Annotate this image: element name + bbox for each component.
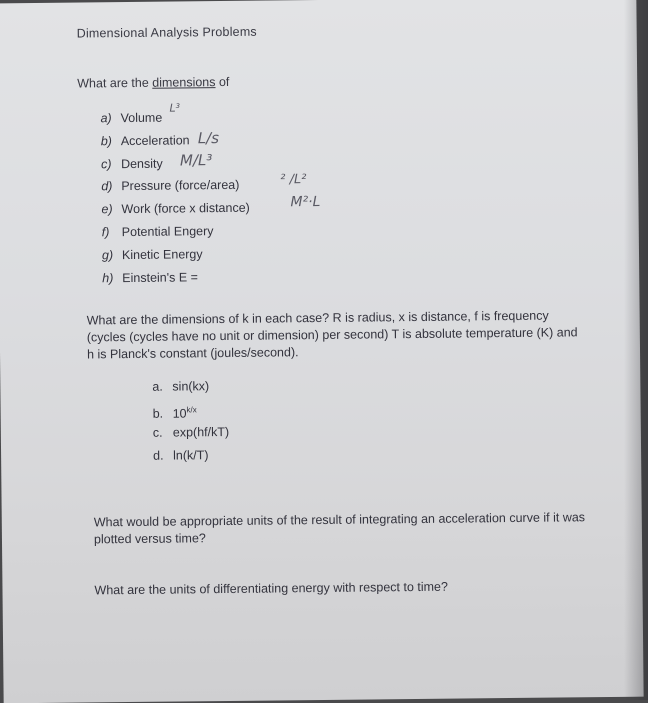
item-text: 10 xyxy=(172,406,187,421)
list-item xyxy=(153,421,230,445)
item-marker: h) xyxy=(102,270,114,285)
item-text: Einstein's E = xyxy=(122,269,199,285)
item-marker: d) xyxy=(101,179,113,194)
item-marker: a. xyxy=(152,379,163,394)
differentiation-question: What are the units of differentiating energy with respect to time? xyxy=(94,579,448,598)
item-marker: b. xyxy=(152,406,164,421)
item-text: sin(kx) xyxy=(172,379,210,394)
handwritten-answer-density: M/L³ xyxy=(179,151,213,170)
handwritten-answer-volume: L³ xyxy=(169,101,181,115)
k-dimensions-paragraph: What are the dimensions of k in each case? R is radius, x is distance, f is frequency (cycles (cycles have no unit or dimension) per second) T is absolute temperature (K) and h is Planck's constant (joules/second). xyxy=(86,308,578,362)
item-marker: e) xyxy=(101,202,113,217)
handwritten-answer-pressure: ² /L² xyxy=(280,172,307,188)
item-marker: d. xyxy=(153,448,164,463)
item-text: Density xyxy=(120,156,163,171)
page-title: Dimensional Analysis Problems xyxy=(76,24,257,41)
item-marker: c) xyxy=(100,156,112,171)
list-item xyxy=(101,151,250,175)
integration-question: What would be appropriate units of the result of integrating an acceleration curve if it was plotted versus time? xyxy=(93,510,586,547)
item-marker: f) xyxy=(101,225,110,240)
item-text: ln(k/T) xyxy=(173,448,209,463)
list-item xyxy=(102,265,251,289)
item-marker: g) xyxy=(101,247,114,263)
item-marker: a) xyxy=(100,111,112,126)
page-edge-shadow xyxy=(624,0,648,700)
dimensions-prompt xyxy=(77,75,229,91)
dimensions-list xyxy=(100,106,250,290)
item-text: Acceleration xyxy=(120,133,190,148)
item-text: Volume xyxy=(120,110,163,126)
item-text: Pressure (force/area) xyxy=(121,178,240,194)
list-item xyxy=(152,375,229,399)
item-exponent: k/x xyxy=(186,405,197,415)
list-item xyxy=(101,174,250,198)
item-text: Work (force x distance) xyxy=(121,200,250,217)
prompt-suffix: of xyxy=(215,74,230,90)
list-item xyxy=(101,197,250,221)
prompt-underlined-word: dimensions xyxy=(152,75,216,90)
list-item xyxy=(102,220,251,244)
list-item xyxy=(102,243,251,267)
handwritten-answer-acceleration: L/s xyxy=(197,129,220,148)
handwritten-answer-work: M²·L xyxy=(290,193,321,211)
prompt-prefix: What are the xyxy=(77,75,153,91)
item-text: exp(hf/kT) xyxy=(172,424,230,440)
k-cases-list xyxy=(152,375,229,468)
item-marker: c. xyxy=(152,425,163,440)
list-item xyxy=(101,129,250,153)
item-marker: b) xyxy=(100,133,112,149)
item-text: Potential Engery xyxy=(121,224,214,240)
list-item xyxy=(153,398,230,422)
item-text: Kinetic Energy xyxy=(121,247,203,262)
list-item xyxy=(153,444,230,468)
